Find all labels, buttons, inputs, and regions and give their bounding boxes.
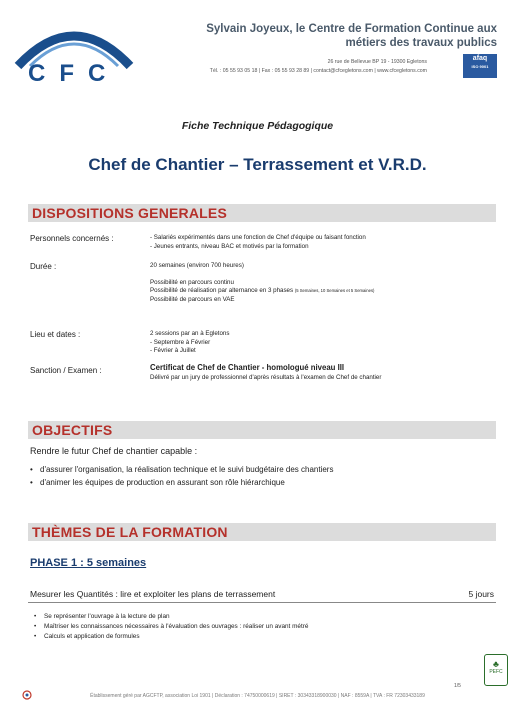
section-objectifs: OBJECTIFS [28, 421, 496, 439]
page-title: Chef de Chantier – Terrassement et V.R.D. [88, 155, 427, 174]
value-lieu: 2 sessions par an à Egletons - Septembre à Février - Février à Juillet [150, 330, 230, 355]
doc-type: Fiche Technique Pédagogique [181, 120, 334, 132]
section-dispositions: DISPOSITIONS GENERALES [28, 204, 496, 222]
phase-title: PHASE 1 : 5 semaines [30, 557, 147, 569]
list-item: • d'assurer l'organisation, la réalisation technique et le suivi budgétaire des chantiers [30, 463, 333, 476]
label-personnels: Personnels concernés : [30, 234, 114, 243]
header-title: Sylvain Joyeux, le Centre de Formation Continue aux métiers des travaux publics [206, 23, 497, 49]
label-lieu: Lieu et dates : [30, 330, 81, 339]
module-duration: 5 jours [468, 589, 494, 599]
value-sanction: Certificat de Chef de Chantier - homologué niveau III Délivré par un jury de professionnel d'après résultats à l'examen de Chef de chantier [150, 363, 382, 381]
page-number: 1/5 [454, 683, 461, 689]
label-duree: Durée : [30, 262, 57, 271]
afaq-badge: afaq ISO 9001 [463, 54, 497, 78]
label-sanction: Sanction / Examen : [30, 366, 102, 375]
list-item: • Se représenter l'ouvrage à la lecture de plan [34, 612, 308, 622]
list-item: • Maîtriser les connaissances nécessaires à l'évaluation des ouvrages : réaliser un avant métré [34, 622, 308, 632]
value-duree: 20 semaines (environ 700 heures) Possibilité en parcours continu Possibilité de réalisation par alternance en 3 phases (5 Semaines, 10 Semaines et 5 Semaines) Possibilité de parcours en VAE [150, 262, 375, 303]
list-item: • d'animer les équipes de production en assurant son rôle hiérarchique [30, 476, 333, 489]
value-personnels: - Salariés expérimentés dans une fonction de Chef d'équipe ou faisant fonction - Jeunes entrants, niveau BAC et motivés par la formation [150, 234, 366, 250]
module-list [34, 612, 308, 642]
list-item: • Calculs et application de formules [34, 632, 308, 642]
module-header [28, 588, 496, 603]
module-title: Mesurer les Quantités : lire et exploiter les plans de terrassement [30, 589, 276, 599]
tree-icon: ♣ [493, 659, 499, 669]
header-address: 26 rue de Bellevue BP 19 - 19300 Egletons Tél. : 05 55 93 05 18 | Fax : 05 55 93 28 89 | contact@cfcegletons.com | www.cfcegletons.com [209, 59, 427, 74]
logo-text: CFC [28, 60, 120, 87]
pefc-logo: ♣ PEFC [484, 654, 508, 686]
footer-legal: Établissement géré par AGCFTP, association Loi 1901 | Déclaration : 74750000619 | SIRET : 30343318900030 | NAF : 8559A | TVA : FR 72303433189 [90, 693, 425, 699]
objectifs-list [30, 463, 333, 489]
objectifs-intro: Rendre le futur Chef de chantier capable : [30, 446, 198, 456]
section-themes: THÈMES DE LA FORMATION [28, 523, 496, 541]
